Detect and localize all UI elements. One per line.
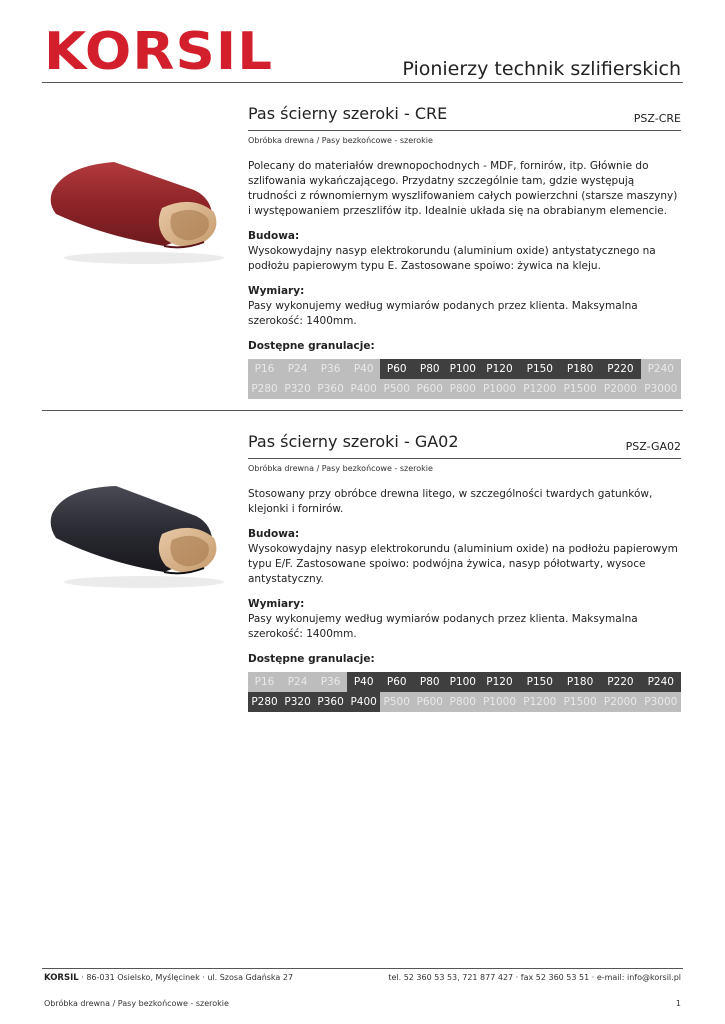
grit-unavailable: P2000 [600, 379, 640, 399]
breadcrumb: Obróbka drewna / Pasy bezkońcowe - szerokie [248, 136, 433, 145]
grit-available: P220 [600, 672, 640, 692]
grit-unavailable: P500 [380, 692, 413, 712]
product-info [248, 104, 681, 399]
footer-company: KORSIL [44, 973, 79, 983]
wymiary-heading: Wymiary: [248, 598, 305, 610]
grit-unavailable: P24 [281, 359, 314, 379]
grit-available: P80 [413, 359, 446, 379]
budowa-text: Wysokowydajny nasyp elektrokorundu (aluminium oxide) antystatycznego na podłożu papierowym typu E. Zastosowane spoiwo: żywica na kleju. [248, 245, 656, 272]
grit-unavailable: P400 [347, 379, 380, 399]
footer-contact: tel. 52 360 53 53, 721 877 427 · fax 52 360 53 51 · e-mail: info@korsil.pl [388, 973, 681, 982]
grit-unavailable: P3000 [641, 692, 681, 712]
product-code: PSZ-CRE [633, 112, 681, 125]
grit-unavailable: P1500 [560, 379, 600, 399]
grit-available: P180 [560, 672, 600, 692]
grit-table [248, 672, 681, 712]
grit-unavailable: P36 [314, 359, 347, 379]
grit-available: P120 [479, 672, 519, 692]
grit-available: P280 [248, 692, 281, 712]
grit-available: P320 [281, 692, 314, 712]
product-info [248, 432, 681, 712]
grit-available: P220 [600, 359, 640, 379]
grit-available: P60 [380, 672, 413, 692]
grit-row [248, 359, 681, 379]
grit-heading: Dostępne granulacje: [248, 340, 375, 352]
grit-unavailable: P600 [413, 692, 446, 712]
grit-available: P150 [520, 359, 560, 379]
grit-row [248, 692, 681, 712]
black-sanding-belt-image [44, 474, 230, 594]
korsil-logo: KORSIL [44, 22, 274, 82]
grit-row [248, 672, 681, 692]
grit-unavailable: P360 [314, 379, 347, 399]
grit-unavailable: P16 [248, 672, 281, 692]
product-code: PSZ-GA02 [625, 440, 681, 453]
section-divider [42, 410, 683, 411]
footer-address-text: · 86-031 Osielsko, Myślęcinek · ul. Szosa Gdańska 27 [78, 973, 294, 982]
wymiary-text: Pasy wykonujemy według wymiarów podanych przez klienta. Maksymalna szerokość: 1400mm. [248, 613, 638, 640]
product-title: Pas ścierny szeroki - GA02 [248, 432, 459, 451]
product-title: Pas ścierny szeroki - CRE [248, 104, 448, 123]
grit-available: P360 [314, 692, 347, 712]
grit-unavailable: P240 [641, 359, 681, 379]
wymiary-heading: Wymiary: [248, 285, 305, 297]
grit-unavailable: P1200 [520, 379, 560, 399]
grit-available: P100 [446, 359, 479, 379]
grit-available: P40 [347, 672, 380, 692]
grit-unavailable: P1000 [479, 692, 519, 712]
grit-unavailable: P320 [281, 379, 314, 399]
grit-unavailable: P2000 [600, 692, 640, 712]
grit-unavailable: P800 [446, 379, 479, 399]
product-description: Stosowany przy obróbce drewna litego, w szczególności twardych gatunków, klejonki i fornirów. [248, 488, 653, 515]
wymiary-text: Pasy wykonujemy według wymiarów podanych przez klienta. Maksymalna szerokość: 1400mm. [248, 300, 638, 327]
grit-heading: Dostępne granulacje: [248, 653, 375, 665]
footer-category: Obróbka drewna / Pasy bezkońcowe - szerokie [44, 999, 229, 1008]
grit-available: P100 [446, 672, 479, 692]
grit-unavailable: P3000 [641, 379, 681, 399]
grit-row [248, 379, 681, 399]
red-sanding-belt-image [44, 150, 230, 270]
grit-unavailable: P1200 [520, 692, 560, 712]
grit-unavailable: P36 [314, 672, 347, 692]
grit-available: P240 [641, 672, 681, 692]
grit-available: P180 [560, 359, 600, 379]
grit-unavailable: P40 [347, 359, 380, 379]
budowa-heading: Budowa: [248, 528, 300, 540]
grit-unavailable: P16 [248, 359, 281, 379]
grit-available: P60 [380, 359, 413, 379]
grit-unavailable: P280 [248, 379, 281, 399]
grit-table [248, 359, 681, 399]
grit-available: P120 [479, 359, 519, 379]
grit-available: P80 [413, 672, 446, 692]
grit-unavailable: P1500 [560, 692, 600, 712]
grit-unavailable: P800 [446, 692, 479, 712]
grit-available: P400 [347, 692, 380, 712]
page-number: 1 [675, 999, 681, 1008]
grit-unavailable: P1000 [479, 379, 519, 399]
grit-unavailable: P600 [413, 379, 446, 399]
footer-divider [42, 968, 683, 969]
grit-available: P150 [520, 672, 560, 692]
page-tagline: Pionierzy technik szlifierskich [402, 58, 681, 80]
footer-address [44, 973, 293, 983]
header-divider [42, 82, 683, 83]
budowa-heading: Budowa: [248, 230, 300, 242]
breadcrumb: Obróbka drewna / Pasy bezkońcowe - szerokie [248, 464, 433, 473]
grit-unavailable: P24 [281, 672, 314, 692]
grit-unavailable: P500 [380, 379, 413, 399]
product-description: Polecany do materiałów drewnopochodnych - MDF, fornirów, itp. Głównie do szlifowania wykańczającego. Przydatny szczególnie tam, gdzie występują trudności z równomiernym wyszlifowaniem całych powierzchni (starsze maszyny) i występowaniem przeszlifów itp. Idealnie układa się na obrabianym elemencie. [248, 160, 678, 217]
budowa-text: Wysokowydajny nasyp elektrokorundu (aluminium oxide) na podłożu papierowym typu E/F. Zastosowane spoiwo: podwójna żywica, nasyp półotwarty, wysoce antystatyczny. [248, 543, 678, 585]
